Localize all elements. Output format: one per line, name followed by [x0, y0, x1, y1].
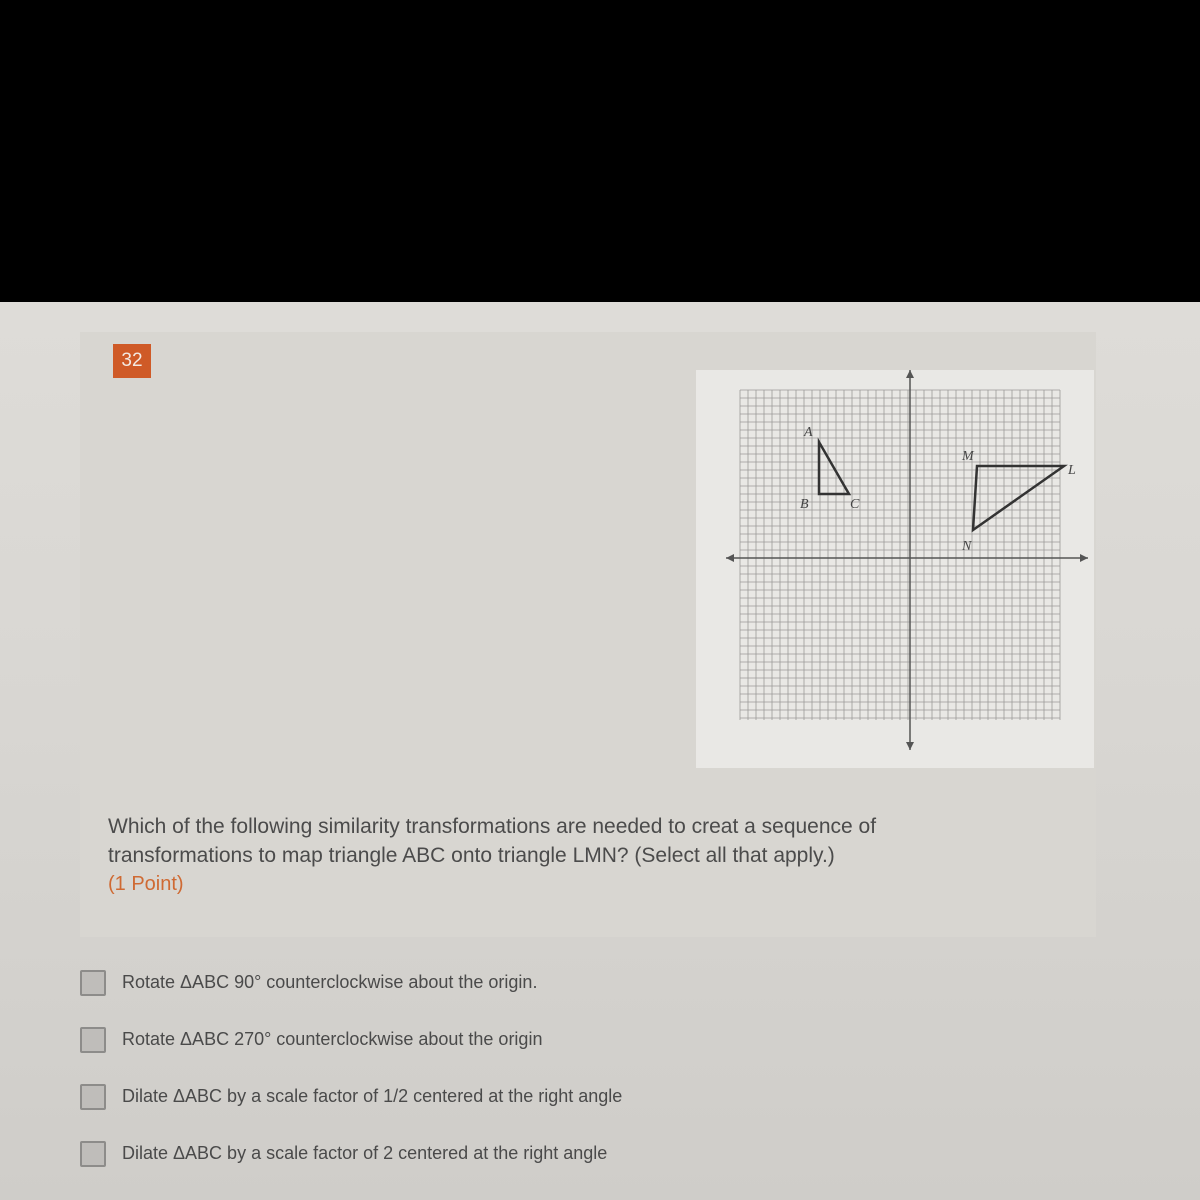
- question-card: [80, 332, 1096, 937]
- triangle-lmn: [973, 466, 1064, 530]
- coordinate-plane-figure: [696, 370, 1094, 768]
- camera-black-area: [0, 0, 1200, 302]
- question-text-line1: Which of the following similarity transformations are needed to creat a sequence of: [108, 815, 877, 838]
- question-text-line2: transformations to map triangle ABC onto triangle LMN? (Select all that apply.): [108, 844, 835, 867]
- option-rotate-270[interactable]: [80, 1011, 880, 1068]
- coordinate-plane-svg: [696, 370, 1094, 768]
- option-label: Rotate ΔABC 90° counterclockwise about the origin.: [122, 972, 538, 992]
- option-checkbox[interactable]: [80, 1084, 106, 1110]
- x-axis-arrow-left: [726, 554, 734, 562]
- question-points: (1 Point): [108, 873, 184, 895]
- option-checkbox[interactable]: [80, 1027, 106, 1053]
- question-number-badge: 32: [113, 344, 151, 378]
- option-dilate-half[interactable]: [80, 1068, 880, 1125]
- label-m: M: [962, 449, 974, 464]
- x-axis-arrow-right: [1080, 554, 1088, 562]
- grid-lines: [740, 390, 1060, 720]
- answer-options: [80, 954, 880, 1182]
- label-l: L: [1068, 463, 1076, 478]
- option-label: Dilate ΔABC by a scale factor of 1/2 centered at the right angle: [122, 1086, 623, 1106]
- y-axis-arrow-up: [906, 370, 914, 378]
- option-checkbox[interactable]: [80, 1141, 106, 1167]
- label-a: A: [804, 425, 813, 440]
- option-label: Dilate ΔABC by a scale factor of 2 centered at the right angle: [122, 1143, 608, 1163]
- label-c: C: [850, 497, 860, 512]
- label-n: N: [962, 539, 972, 554]
- question-text: [108, 812, 1008, 899]
- y-axis-arrow-down: [906, 742, 914, 750]
- label-b: B: [800, 497, 809, 512]
- option-label: Rotate ΔABC 270° counterclockwise about the origin: [122, 1029, 543, 1049]
- option-rotate-90[interactable]: [80, 954, 880, 1011]
- option-checkbox[interactable]: [80, 970, 106, 996]
- quiz-screen: [0, 302, 1200, 1200]
- option-dilate-2[interactable]: [80, 1125, 880, 1182]
